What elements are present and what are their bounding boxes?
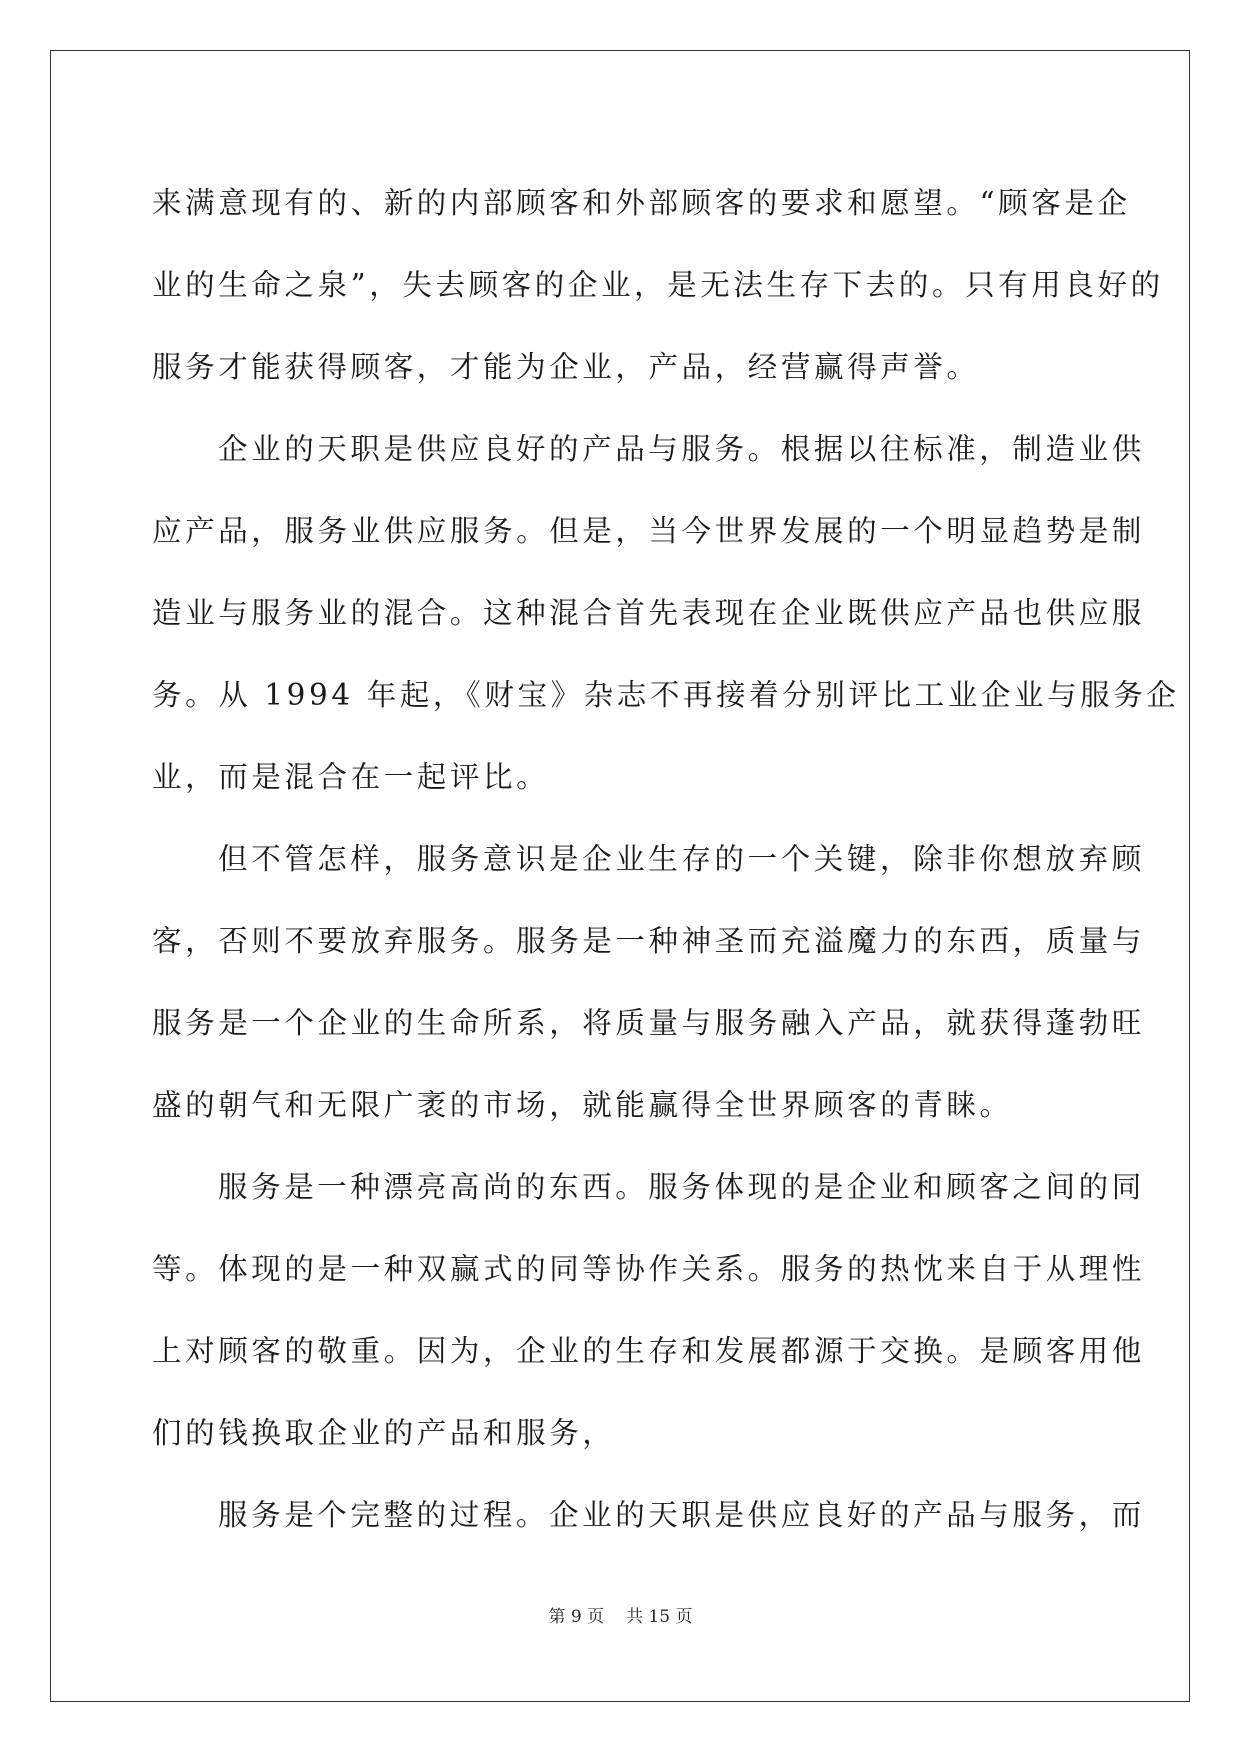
text-line: 业的生命之泉”，失去顾客的企业，是无法生存下去的。只有用良好的: [152, 268, 1164, 302]
text-line: 盛的朝气和无限广袤的市场，就能赢得全世界顾客的青睐。: [152, 1088, 1013, 1122]
text-line: 应产品，服务业供应服务。但是，当今世界发展的一个明显趋势是制: [152, 514, 1146, 548]
document-body: [152, 162, 1180, 1556]
paragraph-first-line: 服务是个完整的过程。企业的天职是供应良好的产品与服务，而: [218, 1498, 1145, 1532]
text-line: 服务是一个企业的生命所系，将质量与服务融入产品，就获得蓬勃旺: [152, 1006, 1146, 1040]
paragraph-first-line: 企业的天职是供应良好的产品与服务。根据以往标准，制造业供: [218, 432, 1145, 466]
text-line: 来满意现有的、新的内部顾客和外部顾客的要求和愿望。“顾客是企: [152, 186, 1131, 220]
text-line: 们的钱换取企业的产品和服务，: [152, 1416, 616, 1450]
text-line: 等。体现的是一种双赢式的同等协作关系。服务的热忱来自于从理性: [152, 1252, 1146, 1286]
paragraph-first-line: 服务是一种漂亮高尚的东西。服务体现的是企业和顾客之间的同: [218, 1170, 1145, 1204]
text-line: 业，而是混合在一起评比。: [152, 760, 550, 794]
text-line: 客，否则不要放弃服务。服务是一种神圣而充溢魔力的东西，质量与: [152, 924, 1146, 958]
text-line: 务。从 1994 年起，《财宝》杂志不再接着分别评比工业企业与服务企: [152, 678, 1180, 712]
paragraph-first-line: 但不管怎样，服务意识是企业生存的一个关键，除非你想放弃顾: [218, 842, 1145, 876]
text-line: 上对顾客的敬重。因为，企业的生存和发展都源于交换。是顾客用他: [152, 1334, 1146, 1368]
text-line: 服务才能获得顾客，才能为企业，产品，经营赢得声誉。: [152, 350, 980, 384]
page-number: 第 9 页: [548, 1607, 605, 1627]
page-footer: [0, 1602, 1241, 1627]
page-total: 共 15 页: [626, 1607, 693, 1627]
text-line: 造业与服务业的混合。这种混合首先表现在企业既供应产品也供应服: [152, 596, 1146, 630]
